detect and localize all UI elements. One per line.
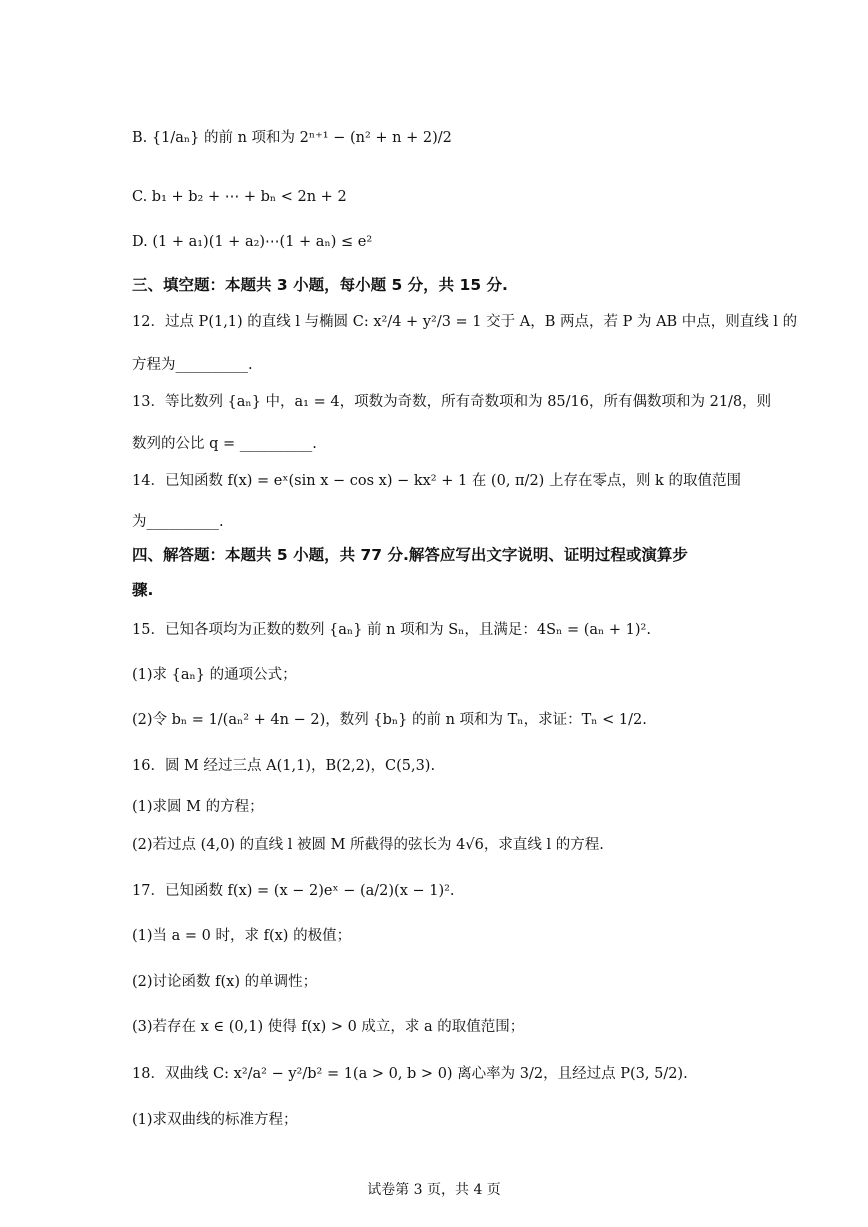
page-footer: 试卷第 3 页，共 4 页: [367, 1182, 501, 1198]
section-heading-10: 四、解答题：本题共 5 小题，共 77 分.解答应写出文字说明、证明过程或演算步: [132, 546, 688, 564]
text-line-8: 14．已知函数 f(x) = eˣ(sin x − cos x) − kx² + 1 在 (0, π/2) 上存在零点，则 k 的取值范围: [132, 473, 741, 489]
section-heading-3: 三、填空题：本题共 3 小题，每小题 5 分，共 15 分.: [132, 276, 508, 294]
section-heading-11: 骤.: [132, 581, 154, 599]
text-line-15: 16．圆 M 经过三点 A(1,1)，B(2,2)，C(5,3).: [132, 758, 436, 774]
text-line-6: 13．等比数列 {aₙ} 中，a₁ = 4，项数为奇数，所有奇数项和为 85/16，所有偶数项和为 21/8，则: [132, 394, 772, 410]
text-line-19: (1)当 a = 0 时，求 f(x) 的极值；: [132, 928, 352, 944]
text-line-12: 15．已知各项均为正数的数列 {aₙ} 前 n 项和为 Sₙ，且满足：4Sₙ = (aₙ + 1)².: [132, 622, 651, 638]
text-line-2: D. (1 + a₁)(1 + a₂)⋯(1 + aₙ) ≤ e²: [132, 234, 373, 250]
text-line-14: (2)令 bₙ = 1/(aₙ² + 4n − 2)，数列 {bₙ} 的前 n 项和为 Tₙ，求证：Tₙ < 1/2.: [132, 712, 647, 728]
text-line-0: B. {1/aₙ} 的前 n 项和为 2ⁿ⁺¹ − (n² + n + 2)/2: [132, 130, 452, 146]
text-line-9: 为__________.: [132, 514, 224, 530]
text-line-1: C. b₁ + b₂ + ⋯ + bₙ < 2n + 2: [132, 189, 347, 205]
text-line-20: (2)讨论函数 f(x) 的单调性；: [132, 974, 318, 990]
text-line-7: 数列的公比 q = __________.: [132, 436, 317, 452]
text-line-13: (1)求 {aₙ} 的通项公式；: [132, 667, 297, 683]
text-line-22: 18．双曲线 C: x²/a² − y²/b² = 1(a > 0, b > 0) 离心率为 3/2，且经过点 P(3, 5/2).: [132, 1066, 688, 1082]
text-line-4: 12．过点 P(1,1) 的直线 l 与椭圆 C: x²/4 + y²/3 = 1 交于 A，B 两点，若 P 为 AB 中点，则直线 l 的: [132, 314, 798, 330]
text-line-23: (1)求双曲线的标准方程；: [132, 1112, 298, 1128]
text-line-18: 17．已知函数 f(x) = (x − 2)eˣ − (a/2)(x − 1)².: [132, 883, 455, 899]
text-line-5: 方程为__________.: [132, 357, 253, 373]
text-line-17: (2)若过点 (4,0) 的直线 l 被圆 M 所截得的弦长为 4√6，求直线 l 的方程.: [132, 837, 604, 853]
text-line-16: (1)求圆 M 的方程；: [132, 799, 264, 815]
text-line-21: (3)若存在 x ∈ (0,1) 使得 f(x) > 0 成立，求 a 的取值范围；: [132, 1019, 525, 1035]
